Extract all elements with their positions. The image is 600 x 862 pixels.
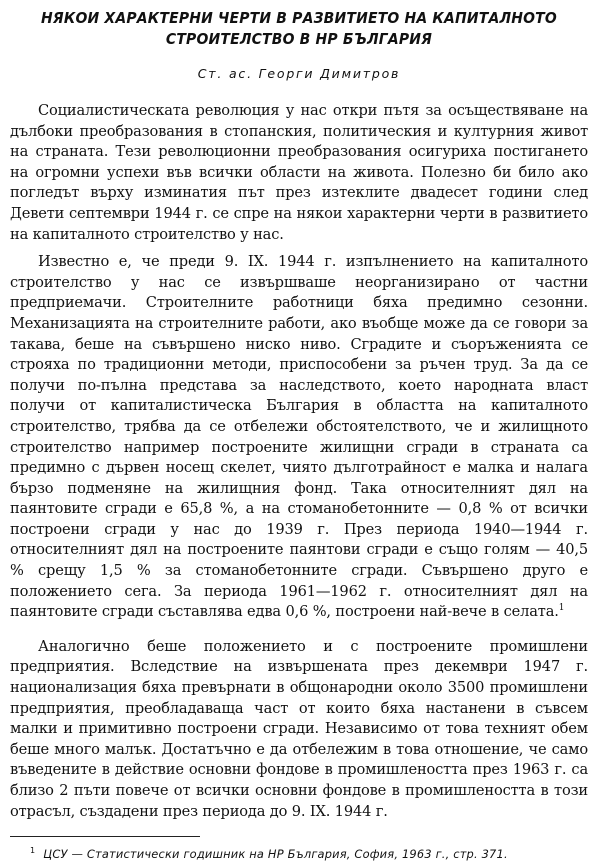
paragraph-3: Аналогично беше положението и с построените промишлени предприятия. Вследствие на извършената през декември 1947 г. национализация бяха превърнати в общонародни около 3500 промишлени предприятия, преобладаваща част от които бяха настанени в съвсем малки и примитивно построени сгради. Независимо от това техният обем беше много малък. Достатъчно е да отбележим в това отношение, че само въведените в действие основни фондове в промишлеността през 1963 г. са близо 2 пъти повече от всички основни фондове в промишлеността в този отрасъл, създадени през периода до 9. IX. 1944 г. [10, 637, 588, 820]
footnote-divider [10, 836, 200, 837]
title-line-2: СТРОИТЕЛСТВО В НР БЪЛГАРИЯ [165, 30, 433, 48]
footnote-mark: 1 [30, 846, 36, 856]
title-line-1: НЯКОИ ХАРАКТЕРНИ ЧЕРТИ В РАЗВИТИЕТО НА КАПИТАЛНОТО [41, 9, 557, 27]
footnote-text: ЦСУ — Статистически годишник на НР България, София, 1963 г., стр. 371. [43, 846, 508, 861]
author-byline: Ст. ас. Георги Димитров [197, 66, 401, 81]
article-title [10, 8, 588, 50]
paragraph-1: Социалистическата революция у нас откри пътя за осъществяване на дълбоки преобразования в стопанския, политическия и културния живот на страната. Тези революционни преобразования осигуриха постигането на огромни успехи във всички области на живота. Полезно би било ако погледът върху изминатия път през изтеклите двадесет години след Девети септември 1944 г. се спре на някои характерни черти в развитието на капиталното строителство у нас. [10, 102, 588, 243]
paragraph-2-text: Известно е, че преди 9. IX. 1944 г. изпълнението на капиталното строителство у нас се извършваше неорганизирано от частни предприемачи. Строителните работници бяха предимно сезонни. Механизацията на строителните работи, ако въобще може да се говори за такава, беше на съвършено ниско ниво. Сградите и съоръженията се строяха по традиционни методи, приспособени за ръчен труд. За да се получи по-пълна представа за наследството, което народната власт получи от капиталистическа България в областта на капиталното строителство, трябва да се отбележи обстоятелството, че и жилищното строителство например построените жилищни сгради в страната са предимно с дървен носещ скелет, чиято дълготрайност е малка и налага бързо подменяне на жилищния фонд. Така относителният дял на паянтовите сгради е 65,8 %, а на стоманобетонните — 0,8 % от всички построени сгради у нас до 1939 г. През периода 1940—1944 г. относителният дял на построените паянтови сгради е също голям — 40,5 % срещу 1,5 % за стоманобетонните сгради. Съвършено друго е положението сега. За периода 1961—1962 г. относителният дял на паянтовите сгради съставлява едва 0,6 %, построени най-вече в селата. [10, 253, 588, 621]
footnote [10, 843, 588, 862]
article-page [10, 8, 588, 861]
paragraph-2 [10, 252, 588, 623]
footnote-reference: 1 [558, 603, 565, 614]
